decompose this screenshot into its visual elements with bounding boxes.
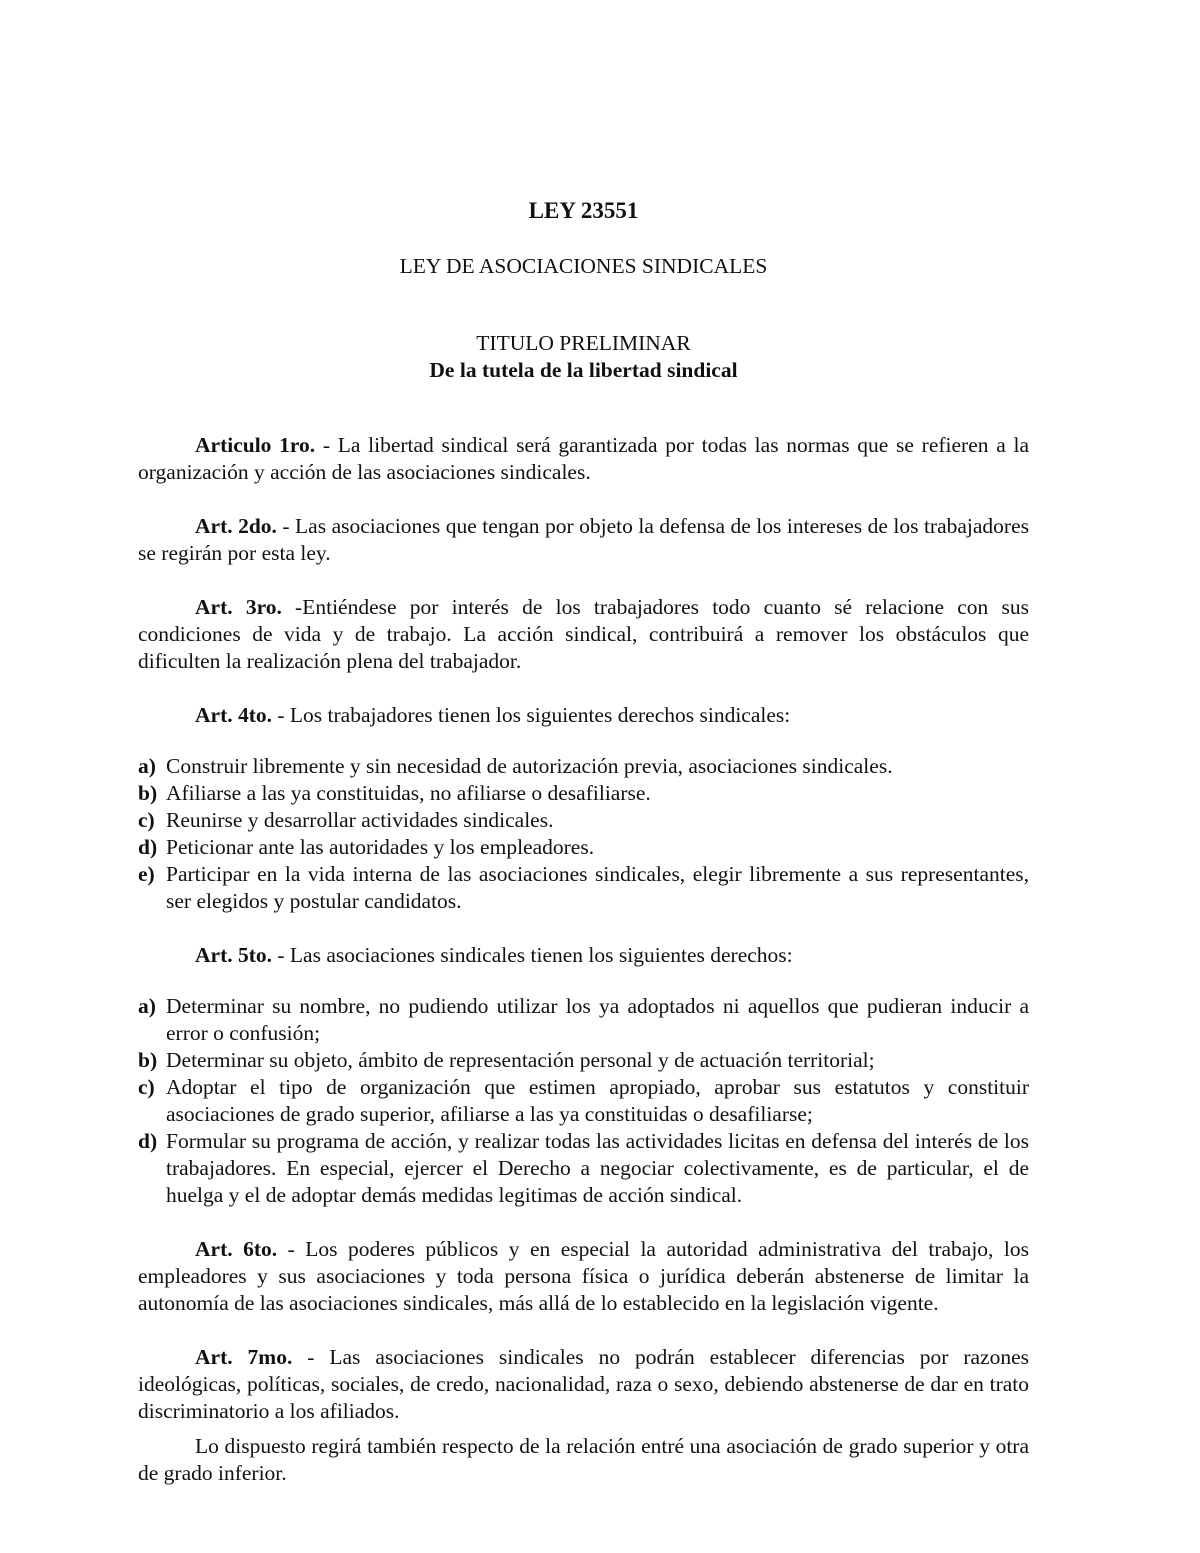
article-1-text: - La libertad sindical será garantizada por todas las normas que se refieren a la organización y acción de las asociaciones sindicales. [138, 433, 1029, 484]
article-6-label: Art. 6to. [195, 1237, 278, 1261]
list-item [138, 1074, 1029, 1128]
article-4-list [138, 753, 1029, 915]
list-marker: d) [138, 835, 158, 859]
document-body [138, 196, 1029, 1487]
list-marker: a) [138, 994, 156, 1018]
list-item-text: Determinar su objeto, ámbito de representación personal y de actuación territorial; [166, 1048, 875, 1072]
list-item-text: Peticionar ante las autoridades y los empleadores. [166, 835, 595, 859]
section-subtitle: De la tutela de la libertad sindical [429, 358, 738, 382]
list-item-text: Participar en la vida interna de las asociaciones sindicales, elegir libremente a sus representantes, ser elegidos y postular candidatos. [166, 862, 1029, 913]
article-2 [138, 513, 1029, 567]
article-3-text: -Entiéndese por interés de los trabajadores todo cuanto sé relacione con sus condiciones de vida y de trabajo. La acción sindical, contribuirá a remover los obstáculos que dificulten la realización plena del trabajador. [138, 595, 1029, 673]
article-6-text: - Los poderes públicos y en especial la autoridad administrativa del trabajo, los empleadores y sus asociaciones y toda persona física o jurídica deberán abstenerse de limitar la autonomía de las asociaciones sindicales, más allá de lo establecido en la legislación vigente. [138, 1237, 1029, 1315]
section-title: TITULO PRELIMINAR [476, 331, 691, 355]
list-item [138, 780, 1029, 807]
document-subtitle: LEY DE ASOCIACIONES SINDICALES [399, 254, 768, 278]
article-6 [138, 1236, 1029, 1317]
list-item-text: Afiliarse a las ya constituidas, no afiliarse o desafiliarse. [166, 781, 651, 805]
list-marker: d) [138, 1129, 158, 1153]
list-item [138, 993, 1029, 1047]
article-1-label: Articulo 1ro. [195, 433, 316, 457]
list-item [138, 1047, 1029, 1074]
list-marker: c) [138, 808, 155, 832]
article-1 [138, 432, 1029, 486]
list-item [138, 807, 1029, 834]
list-item [138, 861, 1029, 915]
article-7-continuation: Lo dispuesto regirá también respecto de la relación entré una asociación de grado superior y otra de grado inferior. [138, 1434, 1029, 1485]
list-item [138, 1128, 1029, 1209]
article-7 [138, 1344, 1029, 1425]
article-4 [138, 702, 1029, 729]
list-item-text: Formular su programa de acción, y realizar todas las actividades licitas en defensa del interés de los trabajadores. En especial, ejercer el Derecho a negociar colectivamente, es de particular, el de huelga y el de adoptar demás medidas legitimas de acción sindical. [166, 1129, 1029, 1207]
article-5-label: Art. 5to. [195, 943, 273, 967]
article-2-text: - Las asociaciones que tengan por objeto la defensa de los intereses de los trabajadores se regirán por esta ley. [138, 514, 1029, 565]
article-5-list [138, 993, 1029, 1209]
article-7-text: - Las asociaciones sindicales no podrán establecer diferencias por razones ideológicas, políticas, sociales, de credo, nacionalidad, raza o sexo, debiendo abstenerse de dar en trato discriminatorio a los afiliados. [138, 1345, 1030, 1423]
article-3 [138, 594, 1029, 675]
list-marker: c) [138, 1075, 155, 1099]
article-5 [138, 942, 1029, 969]
list-item-text: Reunirse y desarrollar actividades sindicales. [166, 808, 554, 832]
document-title: LEY 23551 [528, 198, 639, 223]
article-2-label: Art. 2do. [195, 514, 277, 538]
list-item-text: Adoptar el tipo de organización que estimen apropiado, aprobar sus estatutos y constituir asociaciones de grado superior, afiliarse a las ya constituidas o desafiliarse; [166, 1075, 1029, 1126]
article-5-text: - Las asociaciones sindicales tienen los siguientes derechos: [272, 943, 793, 967]
list-marker: b) [138, 781, 158, 805]
list-item-text: Determinar su nombre, no pudiendo utilizar los ya adoptados ni aquellos que pudieran inducir a error o confusión; [166, 994, 1029, 1045]
list-marker: a) [138, 754, 156, 778]
article-7-label: Art. 7mo. [195, 1345, 293, 1369]
list-marker: e) [138, 862, 155, 886]
list-item [138, 834, 1029, 861]
article-4-text: - Los trabajadores tienen los siguientes derechos sindicales: [272, 703, 791, 727]
article-3-label: Art. 3ro. [195, 595, 282, 619]
list-item [138, 753, 1029, 780]
list-item-text: Construir libremente y sin necesidad de autorización previa, asociaciones sindicales. [166, 754, 893, 778]
article-4-label: Art. 4to. [195, 703, 273, 727]
list-marker: b) [138, 1048, 158, 1072]
